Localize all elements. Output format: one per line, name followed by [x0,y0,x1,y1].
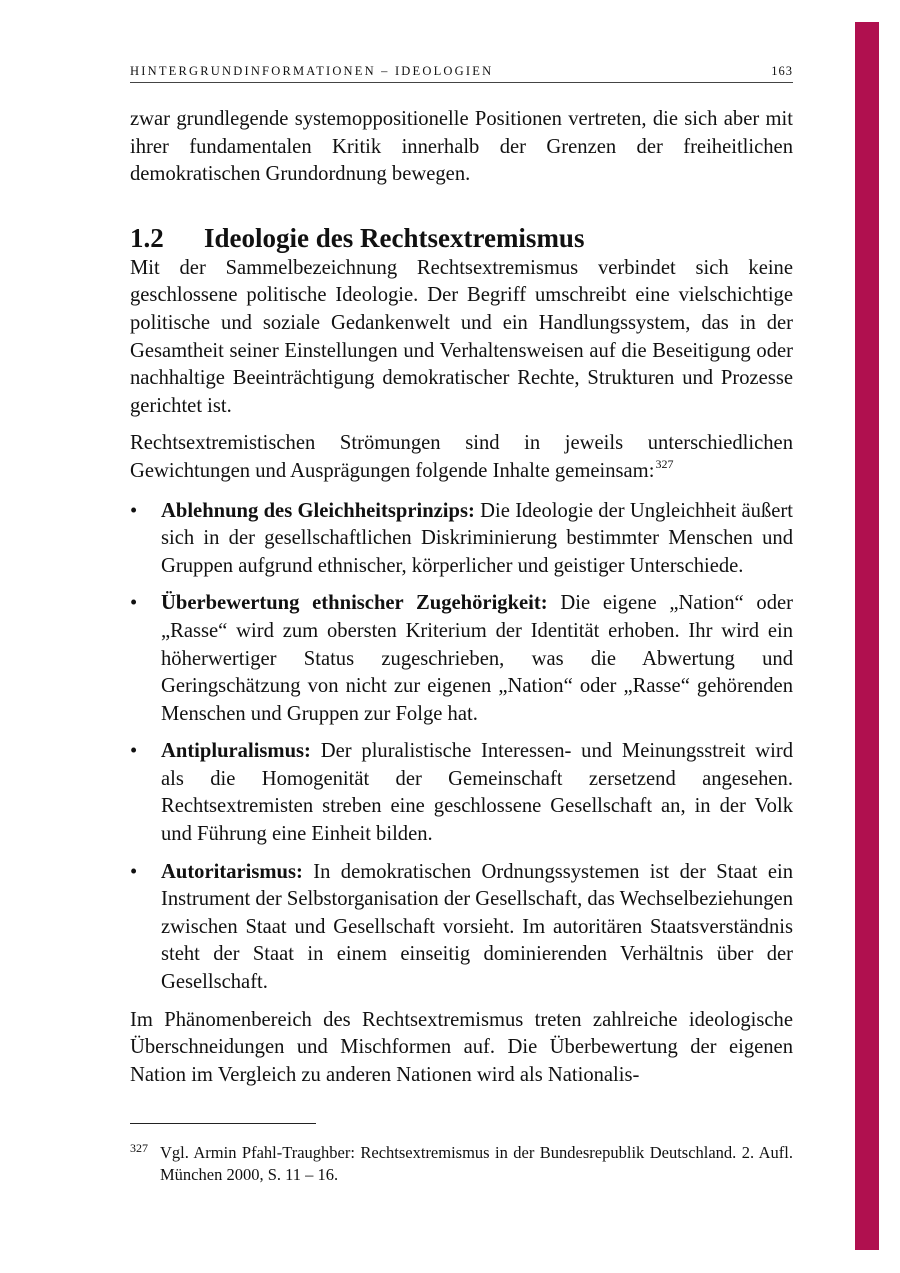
section-heading [130,221,793,255]
list-item [130,590,793,728]
list-item [130,859,793,997]
bullet-icon: • [130,499,138,522]
list-item-term: Ablehnung des Gleichheitsprinzips: [161,499,475,522]
list-item [130,738,793,848]
ideology-list [130,498,793,997]
bullet-icon: • [130,592,138,615]
list-item-term: Überbewertung ethnischer Zugehörigkeit: [161,592,548,615]
footnote [130,1142,793,1186]
list-item-text: Der pluralistische Interessen- und Meinungsstreit wird als die Homogenität der Gemeinschaft zersetzend angesehen. Rechtsextremisten streben eine geschlossene Gesellschaft an, in der Volk und Führung eine Einheit bilden. [161,740,793,846]
side-color-bar [855,22,879,1250]
running-head [130,62,793,83]
list-item-term: Antipluralismus: [161,740,311,763]
list-item-text: In demokratischen Ordnungssystemen ist der Staat ein Instrument der Selbstorganisation der Gesellschaft, das Wechselbeziehungen zwischen Staat und Gesellschaft vorsieht. Im autoritären Staatsverständnis steht der Staat in einem einseitig dominierenden Verhältnis über der Gesellschaft. [161,860,793,994]
section-number: 1.2 [130,222,164,253]
page-number: 163 [771,64,793,78]
running-head-title: HINTERGRUNDINFORMATIONEN – IDEOLOGIEN [130,64,494,78]
list-item-text: Die Ideologie der Ungleichheit äußert sich in der gesellschaftlichen Diskriminierung bestimmter Menschen und Gruppen aufgrund ethnischer, körperlicher und geistiger Unterschiede. [161,499,793,577]
bullet-icon: • [130,740,138,763]
paragraph-2-text: Rechtsextremistischen Strömungen sind in jeweils unterschiedlichen Gewichtungen und Ausprägungen folgende Inhalte gemeinsam: [130,432,793,482]
list-item-text: Die eigene „Nation“ oder „Rasse“ wird zum obersten Kriterium der Identität erhoben. Ihr wird ein höherwertiger Status zugeschrieben, was die Abwertung und Geringschätzung von nicht zur eigenen „Nation“ oder „Rasse“ gehörenden Menschen und Gruppen zur Folge hat. [161,592,793,725]
paragraph-3: Im Phänomenbereich des Rechtsextremismus treten zahlreiche ideologische Überschneidungen und Mischformen auf. Die Überbewertung der eigenen Nation im Vergleich zu anderen Nationen wird als Nationalis- [130,1008,793,1086]
section-title: Ideologie des Rechtsextremismus [204,222,585,253]
page-body [130,106,793,1089]
list-item-term: Autoritarismus: [161,860,303,883]
footnote-number: 327 [130,1141,148,1155]
intro-paragraph: zwar grundlegende systemoppositionelle Positionen vertreten, die sich aber mit ihrer fundamentalen Kritik innerhalb der Grenzen der freiheitlichen demokratischen Grundordnung bewegen. [130,108,793,186]
list-item [130,498,793,581]
paragraph-2 [130,430,793,487]
bullet-icon: • [130,860,138,883]
paragraph-1: Mit der Sammelbezeichnung Rechtsextremismus verbindet sich keine geschlossene politische Ideologie. Der Begriff umschreibt eine vielschichtige politische und soziale Gedankenwelt und ein Handlungssystem, das in der Gesamtheit seiner Einstellungen und Verhaltensweisen auf die Beseitigung oder nachhaltige Beeinträchtigung demokratischer Rechte, Strukturen und Prozesse gerichtet ist. [130,256,793,417]
footnote-reference[interactable]: 327 [655,456,674,471]
footnote-text: Vgl. Armin Pfahl-Traughber: Rechtsextremismus in der Bundesrepublik Deutschland. 2. Aufl. München 2000, S. 11 – 16. [160,1143,793,1184]
footnote-divider [130,1123,316,1124]
